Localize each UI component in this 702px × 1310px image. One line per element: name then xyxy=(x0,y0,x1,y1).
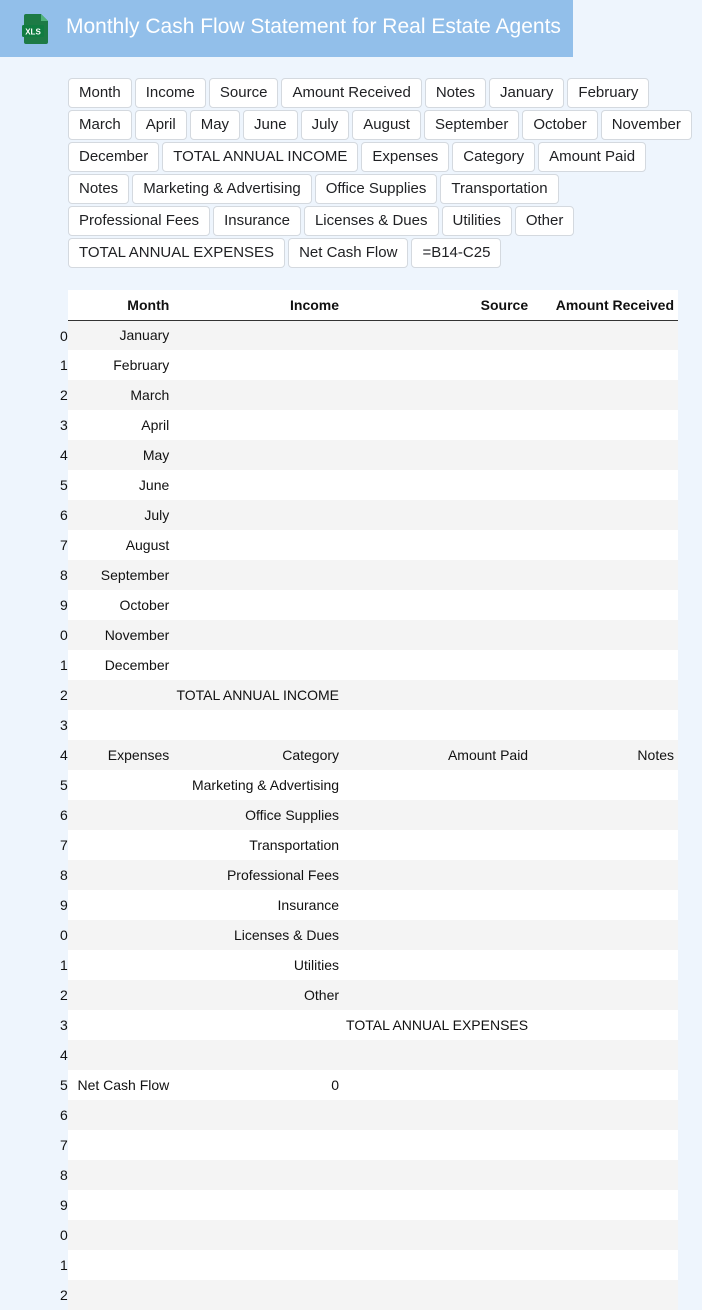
row-index[interactable] xyxy=(60,740,73,770)
row-index-label: 1 xyxy=(60,357,68,373)
table-cell[interactable] xyxy=(73,1280,173,1310)
row-index-label: 9 xyxy=(60,897,68,913)
table-row xyxy=(68,530,678,560)
table-cell[interactable] xyxy=(532,620,678,650)
row-index-label: 2 xyxy=(60,1287,68,1303)
table-header-row xyxy=(68,290,678,320)
table-cell[interactable]: September xyxy=(73,560,173,590)
table-cell[interactable] xyxy=(532,500,678,530)
row-index-label: 5 xyxy=(60,777,68,793)
table-cell[interactable] xyxy=(173,530,343,560)
table-cell[interactable] xyxy=(73,830,173,860)
field-chip[interactable]: Professional Fees xyxy=(68,206,210,236)
field-chip[interactable]: June xyxy=(243,110,298,140)
table-cell[interactable] xyxy=(532,440,678,470)
table-cell[interactable] xyxy=(532,530,678,560)
table-cell[interactable]: August xyxy=(73,530,173,560)
row-index[interactable] xyxy=(60,680,73,710)
table-cell[interactable] xyxy=(343,350,532,380)
spreadsheet-table xyxy=(60,290,678,1303)
table-cell[interactable] xyxy=(532,470,678,500)
table-cell[interactable] xyxy=(343,920,532,950)
table-cell[interactable] xyxy=(73,710,173,740)
table-cell[interactable] xyxy=(532,1100,678,1130)
table-cell[interactable] xyxy=(532,1070,678,1100)
row-index[interactable] xyxy=(60,380,73,410)
row-index-label: 4 xyxy=(60,447,68,463)
field-chip[interactable]: May xyxy=(190,110,240,140)
field-chip[interactable]: January xyxy=(489,78,564,108)
table-cell[interactable] xyxy=(532,920,678,950)
table-cell[interactable] xyxy=(73,920,173,950)
table-row xyxy=(68,770,678,800)
xls-file-icon xyxy=(22,14,50,44)
field-chip[interactable]: Utilities xyxy=(442,206,512,236)
table-cell[interactable] xyxy=(173,320,343,350)
table-cell[interactable] xyxy=(73,770,173,800)
field-chip-list xyxy=(68,78,698,268)
table-row xyxy=(68,980,678,1010)
table-row xyxy=(68,950,678,980)
table-cell[interactable] xyxy=(532,950,678,980)
row-index[interactable] xyxy=(60,470,73,500)
row-index[interactable] xyxy=(60,1190,73,1220)
table-cell[interactable] xyxy=(73,1160,173,1190)
table-cell[interactable]: Net Cash Flow xyxy=(73,1070,173,1100)
row-index[interactable] xyxy=(60,590,73,620)
table-cell[interactable] xyxy=(343,890,532,920)
table-row xyxy=(68,680,678,710)
field-chip[interactable]: Amount Received xyxy=(281,78,421,108)
table-row xyxy=(68,1280,678,1310)
table-cell[interactable] xyxy=(532,770,678,800)
table-cell[interactable] xyxy=(532,680,678,710)
row-index-label: 1 xyxy=(60,1257,68,1273)
table-cell[interactable]: October xyxy=(73,590,173,620)
field-chip[interactable]: Licenses & Dues xyxy=(304,206,439,236)
table-cell[interactable] xyxy=(532,1280,678,1310)
table-cell[interactable] xyxy=(343,1190,532,1220)
row-index[interactable] xyxy=(60,950,73,980)
table-cell[interactable] xyxy=(532,710,678,740)
row-index[interactable] xyxy=(60,1040,73,1070)
table-cell[interactable]: Insurance xyxy=(173,890,343,920)
table-cell[interactable]: May xyxy=(73,440,173,470)
row-index-label: 6 xyxy=(60,807,68,823)
table-cell[interactable] xyxy=(343,770,532,800)
table-cell[interactable] xyxy=(532,350,678,380)
row-index-label: 6 xyxy=(60,507,68,523)
field-chip[interactable]: July xyxy=(301,110,350,140)
table-cell[interactable] xyxy=(532,980,678,1010)
table-cell[interactable] xyxy=(173,380,343,410)
row-index[interactable] xyxy=(60,800,73,830)
table-cell[interactable] xyxy=(173,470,343,500)
row-index-label: 0 xyxy=(60,627,68,643)
table-row xyxy=(68,1160,678,1190)
table-cell[interactable]: Category xyxy=(173,740,343,770)
table-cell[interactable] xyxy=(73,860,173,890)
table-row xyxy=(68,1190,678,1220)
table-cell[interactable]: November xyxy=(73,620,173,650)
field-chip[interactable]: Marketing & Advertising xyxy=(132,174,312,204)
table-cell[interactable]: December xyxy=(73,650,173,680)
table-cell[interactable] xyxy=(343,590,532,620)
field-chip[interactable]: =B14-C25 xyxy=(411,238,501,268)
table-row xyxy=(68,560,678,590)
row-index[interactable] xyxy=(60,920,73,950)
table-cell[interactable] xyxy=(532,1160,678,1190)
row-index-label: 0 xyxy=(60,1227,68,1243)
table-row xyxy=(68,650,678,680)
row-index-label: 2 xyxy=(60,387,68,403)
row-index[interactable] xyxy=(60,890,73,920)
row-index[interactable] xyxy=(60,620,73,650)
table-cell[interactable]: March xyxy=(73,380,173,410)
row-index-label: 8 xyxy=(60,1167,68,1183)
table-cell[interactable]: Notes xyxy=(532,740,678,770)
table-cell[interactable] xyxy=(343,830,532,860)
table-row xyxy=(68,710,678,740)
field-chip[interactable]: Net Cash Flow xyxy=(288,238,408,268)
table-cell[interactable] xyxy=(343,530,532,560)
table-cell[interactable] xyxy=(173,590,343,620)
row-index-label: 7 xyxy=(60,537,68,553)
table-cell[interactable] xyxy=(532,890,678,920)
table-cell[interactable] xyxy=(73,890,173,920)
table-row xyxy=(68,1220,678,1250)
table-row xyxy=(68,830,678,860)
table-row xyxy=(68,320,678,350)
field-chip[interactable]: Category xyxy=(452,142,535,172)
column-header[interactable]: Source xyxy=(343,290,532,320)
table-cell[interactable]: Amount Paid xyxy=(343,740,532,770)
table-row xyxy=(68,590,678,620)
row-index[interactable] xyxy=(60,410,73,440)
row-index[interactable] xyxy=(60,530,73,560)
table-row xyxy=(68,1070,678,1100)
table-cell[interactable] xyxy=(173,1100,343,1130)
table-cell[interactable] xyxy=(343,410,532,440)
table-cell[interactable] xyxy=(343,440,532,470)
table-cell[interactable] xyxy=(532,1040,678,1070)
table-row xyxy=(68,500,678,530)
table-cell[interactable] xyxy=(173,1010,343,1040)
table-cell[interactable] xyxy=(343,1130,532,1160)
field-chip[interactable]: Insurance xyxy=(213,206,301,236)
row-index[interactable] xyxy=(60,1250,73,1280)
title-bar xyxy=(0,0,573,57)
field-chip[interactable]: Office Supplies xyxy=(315,174,438,204)
table-cell[interactable] xyxy=(173,350,343,380)
table-cell[interactable] xyxy=(173,1040,343,1070)
table-cell[interactable]: February xyxy=(73,350,173,380)
table-cell[interactable] xyxy=(73,800,173,830)
table-cell[interactable] xyxy=(173,1130,343,1160)
table-cell[interactable] xyxy=(343,470,532,500)
table-cell[interactable]: January xyxy=(73,320,173,350)
table-cell[interactable] xyxy=(343,1220,532,1250)
table-cell[interactable] xyxy=(343,380,532,410)
row-index-label: 5 xyxy=(60,477,68,493)
table-row xyxy=(68,740,678,770)
table-cell[interactable] xyxy=(532,650,678,680)
field-chip[interactable]: February xyxy=(567,78,649,108)
row-index-label: 9 xyxy=(60,1197,68,1213)
table-cell[interactable] xyxy=(343,320,532,350)
row-index[interactable] xyxy=(60,350,73,380)
table-cell[interactable] xyxy=(343,620,532,650)
table-cell[interactable] xyxy=(173,1220,343,1250)
row-index[interactable] xyxy=(60,560,73,590)
row-index[interactable] xyxy=(60,1280,73,1310)
row-index-label: 1 xyxy=(60,957,68,973)
field-chip[interactable]: Amount Paid xyxy=(538,142,646,172)
table-cell[interactable] xyxy=(343,950,532,980)
table-cell[interactable] xyxy=(73,980,173,1010)
table-cell[interactable] xyxy=(532,1130,678,1160)
row-index[interactable] xyxy=(60,320,73,350)
table-cell[interactable] xyxy=(73,1250,173,1280)
table-cell[interactable] xyxy=(532,860,678,890)
table-cell[interactable] xyxy=(343,1250,532,1280)
row-index[interactable] xyxy=(60,650,73,680)
field-chip[interactable]: Expenses xyxy=(361,142,449,172)
row-index[interactable] xyxy=(60,1160,73,1190)
table-cell[interactable] xyxy=(532,1190,678,1220)
table-cell[interactable] xyxy=(532,830,678,860)
table-row xyxy=(68,350,678,380)
field-chip[interactable]: December xyxy=(68,142,159,172)
table-cell[interactable] xyxy=(343,1070,532,1100)
table-cell[interactable]: June xyxy=(73,470,173,500)
row-index-label: 4 xyxy=(60,747,68,763)
row-index-label: 6 xyxy=(60,1107,68,1123)
table-cell[interactable]: July xyxy=(73,500,173,530)
table-cell[interactable]: Office Supplies xyxy=(173,800,343,830)
row-index-label: 7 xyxy=(60,1137,68,1153)
table-cell[interactable]: Licenses & Dues xyxy=(173,920,343,950)
row-index-label: 3 xyxy=(60,717,68,733)
row-index-label: 2 xyxy=(60,987,68,1003)
table-cell[interactable] xyxy=(173,1190,343,1220)
table-cell[interactable] xyxy=(73,680,173,710)
field-chip[interactable]: October xyxy=(522,110,597,140)
table-row xyxy=(68,890,678,920)
table-row xyxy=(68,800,678,830)
table-cell[interactable] xyxy=(343,500,532,530)
row-index-label: 0 xyxy=(60,927,68,943)
table-cell[interactable] xyxy=(73,1190,173,1220)
row-index[interactable] xyxy=(60,1070,73,1100)
field-chip[interactable]: September xyxy=(424,110,519,140)
table-cell[interactable] xyxy=(73,1100,173,1130)
row-index-label: 5 xyxy=(60,1077,68,1093)
table-cell[interactable]: Transportation xyxy=(173,830,343,860)
page-title: Monthly Cash Flow Statement for Real Estate Agents xyxy=(66,15,561,38)
table-cell[interactable] xyxy=(343,860,532,890)
field-chip[interactable]: TOTAL ANNUAL INCOME xyxy=(162,142,358,172)
row-index[interactable] xyxy=(60,1010,73,1040)
table-cell[interactable] xyxy=(532,590,678,620)
row-index-label: 3 xyxy=(60,1017,68,1033)
table-cell[interactable]: Professional Fees xyxy=(173,860,343,890)
table-cell[interactable]: TOTAL ANNUAL EXPENSES xyxy=(343,1010,532,1040)
field-chip[interactable]: Source xyxy=(209,78,279,108)
row-index-label: 7 xyxy=(60,837,68,853)
table-cell[interactable] xyxy=(532,800,678,830)
row-index-label: 2 xyxy=(60,687,68,703)
table-row xyxy=(68,440,678,470)
field-chip[interactable]: Income xyxy=(135,78,206,108)
row-index-label: 1 xyxy=(60,657,68,673)
field-chip[interactable]: Notes xyxy=(425,78,486,108)
field-chip[interactable]: Other xyxy=(515,206,575,236)
svg-text:XLS: XLS xyxy=(25,27,41,37)
field-chip[interactable]: August xyxy=(352,110,421,140)
table-cell[interactable] xyxy=(532,380,678,410)
table-cell[interactable] xyxy=(343,1280,532,1310)
field-chip[interactable]: Notes xyxy=(68,174,129,204)
row-index-label: 8 xyxy=(60,867,68,883)
field-chip[interactable]: March xyxy=(68,110,132,140)
column-header[interactable]: Amount Received xyxy=(532,290,678,320)
table-cell[interactable]: Expenses xyxy=(73,740,173,770)
row-index[interactable] xyxy=(60,1220,73,1250)
table-row xyxy=(68,380,678,410)
table-row xyxy=(68,920,678,950)
table-cell[interactable] xyxy=(343,800,532,830)
table-row xyxy=(68,860,678,890)
table-cell[interactable]: TOTAL ANNUAL INCOME xyxy=(173,680,343,710)
row-index[interactable] xyxy=(60,1130,73,1160)
table-cell[interactable] xyxy=(173,1280,343,1310)
row-index-label: 9 xyxy=(60,597,68,613)
column-header[interactable] xyxy=(68,290,73,320)
table-cell[interactable] xyxy=(173,710,343,740)
table-cell[interactable] xyxy=(343,560,532,590)
table-row xyxy=(68,1010,678,1040)
table-row xyxy=(68,410,678,440)
field-chip[interactable]: November xyxy=(601,110,692,140)
table-cell[interactable] xyxy=(343,1100,532,1130)
row-index[interactable] xyxy=(60,500,73,530)
table-cell[interactable] xyxy=(343,680,532,710)
row-index-label: 0 xyxy=(60,327,68,344)
table-cell[interactable] xyxy=(343,1040,532,1070)
table-cell[interactable] xyxy=(73,950,173,980)
field-chip[interactable]: TOTAL ANNUAL EXPENSES xyxy=(68,238,285,268)
table-cell[interactable]: Other xyxy=(173,980,343,1010)
table-cell[interactable] xyxy=(532,1220,678,1250)
table-cell[interactable] xyxy=(173,560,343,590)
table-row xyxy=(68,470,678,500)
table-row xyxy=(68,620,678,650)
row-index[interactable] xyxy=(60,710,73,740)
table-cell[interactable] xyxy=(73,1010,173,1040)
table-cell[interactable] xyxy=(173,1160,343,1190)
column-header[interactable]: Month xyxy=(73,290,173,320)
field-chip[interactable]: Month xyxy=(68,78,132,108)
table-cell[interactable] xyxy=(173,620,343,650)
table-cell[interactable] xyxy=(343,650,532,680)
table-cell[interactable] xyxy=(73,1220,173,1250)
table-cell[interactable] xyxy=(173,500,343,530)
row-index-label: 3 xyxy=(60,417,68,433)
table-cell[interactable] xyxy=(532,410,678,440)
table-row xyxy=(68,1040,678,1070)
table-row xyxy=(68,1130,678,1160)
table-cell[interactable] xyxy=(73,1040,173,1070)
row-index-label: 4 xyxy=(60,1047,68,1063)
table-cell[interactable] xyxy=(532,560,678,590)
row-index[interactable] xyxy=(60,440,73,470)
table-cell[interactable]: April xyxy=(73,410,173,440)
table-row xyxy=(68,1250,678,1280)
table-cell[interactable] xyxy=(173,650,343,680)
table-cell[interactable] xyxy=(532,1010,678,1040)
row-index[interactable] xyxy=(60,770,73,800)
table-cell[interactable] xyxy=(173,1250,343,1280)
table-cell[interactable] xyxy=(343,1160,532,1190)
field-chip[interactable]: April xyxy=(135,110,187,140)
row-index[interactable] xyxy=(60,1100,73,1130)
table-cell[interactable] xyxy=(73,1130,173,1160)
row-index[interactable] xyxy=(60,830,73,860)
column-header[interactable]: Income xyxy=(173,290,343,320)
table-cell[interactable] xyxy=(173,410,343,440)
table-cell[interactable] xyxy=(173,440,343,470)
table-cell[interactable] xyxy=(343,980,532,1010)
row-index[interactable] xyxy=(60,980,73,1010)
table-cell[interactable]: 0 xyxy=(173,1070,343,1100)
table-cell[interactable] xyxy=(532,1250,678,1280)
table-cell[interactable]: Marketing & Advertising xyxy=(173,770,343,800)
table-cell[interactable] xyxy=(343,710,532,740)
table-row xyxy=(68,1100,678,1130)
field-chip[interactable]: Transportation xyxy=(440,174,558,204)
row-index[interactable] xyxy=(60,860,73,890)
table-cell[interactable] xyxy=(532,320,678,350)
row-index-label: 8 xyxy=(60,567,68,583)
table-cell[interactable]: Utilities xyxy=(173,950,343,980)
